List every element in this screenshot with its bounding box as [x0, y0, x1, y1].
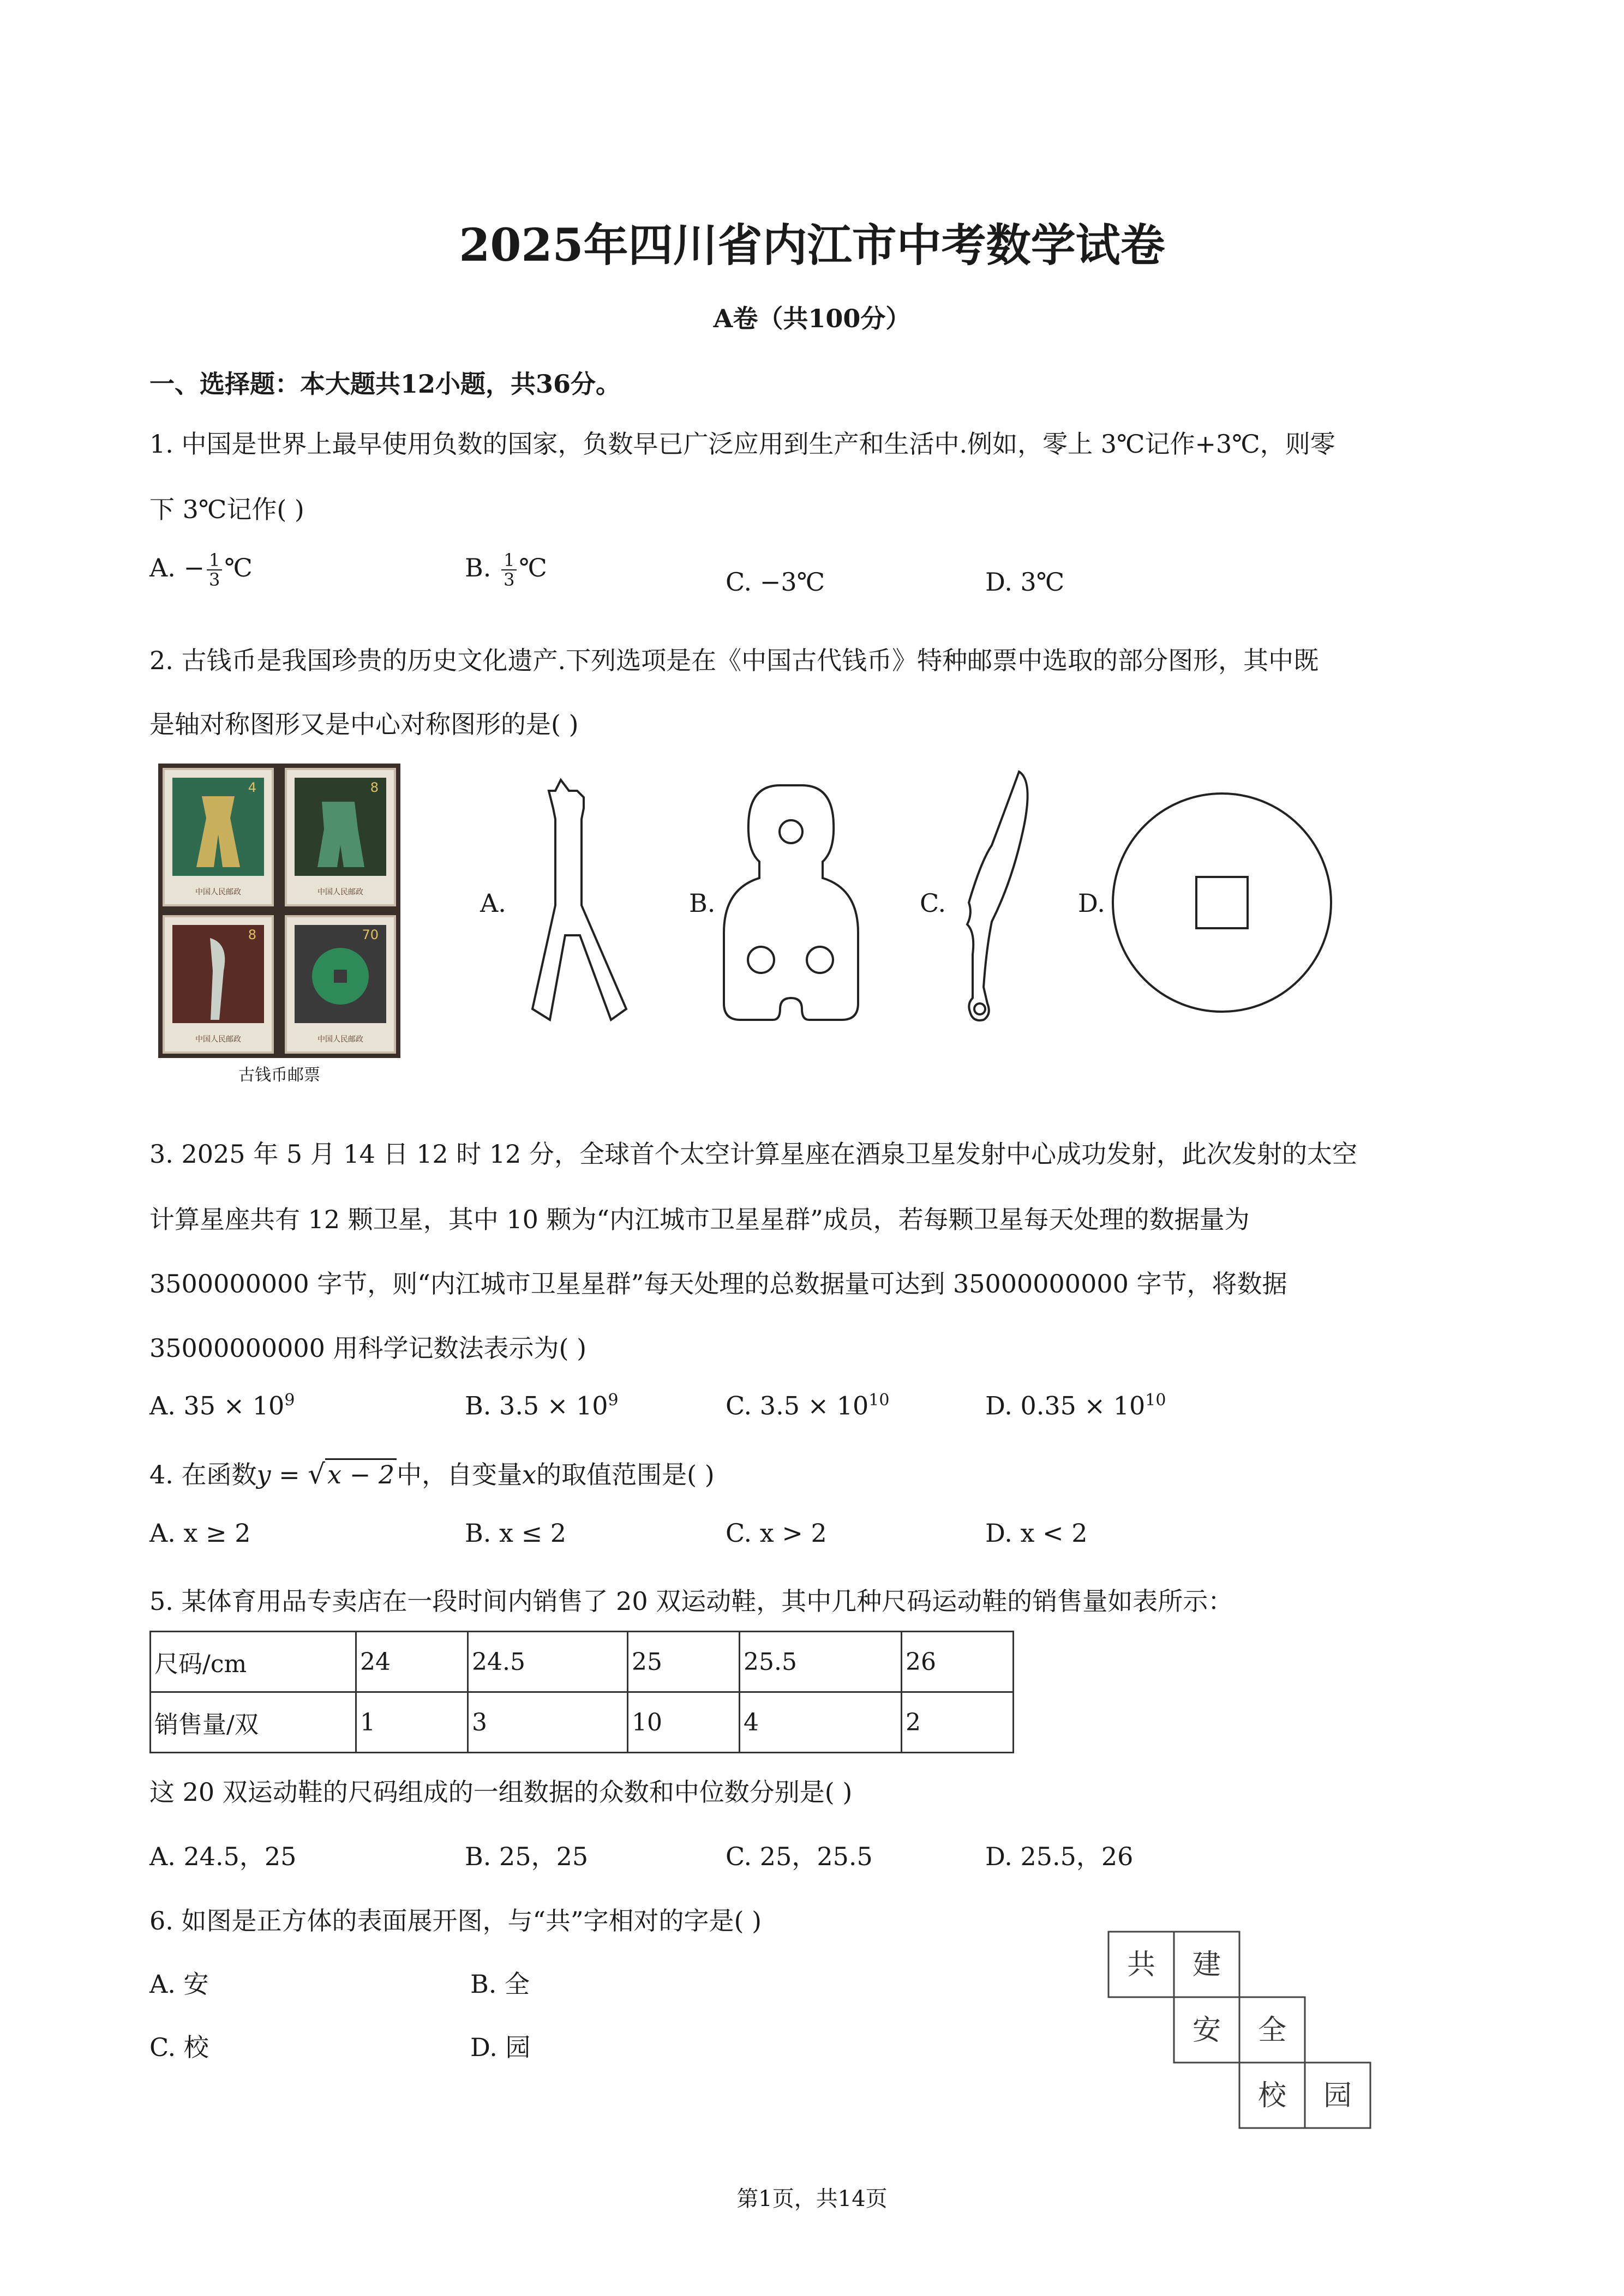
- net-cell: 全: [1257, 2014, 1287, 2047]
- table-row: [151, 1692, 1014, 1753]
- q4-radicand: x − 2: [325, 1458, 397, 1489]
- net-cell: 共: [1126, 1949, 1156, 1981]
- q3-c-exponent: 10: [868, 1391, 890, 1410]
- q1-a-fraction: [207, 551, 222, 589]
- q1-a-unit: ℃: [224, 553, 253, 582]
- q3-b-base: B. 3.5 × 10: [465, 1391, 608, 1421]
- q3-option-c[interactable]: [726, 1391, 889, 1420]
- q3-c-base: C. 3.5 × 10: [726, 1391, 869, 1421]
- shape-c-knife-coin[interactable]: [967, 772, 1028, 1020]
- q2-stem-line2: 是轴对称图形又是中心对称图形的是( ): [149, 710, 579, 739]
- q2-stem-line1: 2. 古钱币是我国珍贵的历史文化遗产.下列选项是在《中国古代钱币》特种邮票中选取的部分图形，其中既: [149, 646, 1319, 675]
- q3-d-base: D. 0.35 × 10: [985, 1391, 1146, 1421]
- q3-stem-line1: 3. 2025 年 5 月 14 日 12 时 12 分，全球首个太空计算星座在酒泉卫星发射中心成功发射，此次发射的太空: [149, 1139, 1358, 1169]
- stamp-4-value: 70: [362, 927, 379, 942]
- q2-shapes: [474, 769, 1565, 1053]
- q4-option-b[interactable]: B. x ≤ 2: [465, 1518, 567, 1548]
- q5-option-d[interactable]: D. 25.5，26: [985, 1842, 1134, 1871]
- q3-a-exponent: 9: [284, 1391, 295, 1410]
- q4-option-d[interactable]: D. x < 2: [985, 1518, 1088, 1548]
- q6-option-b[interactable]: B. 全: [470, 1969, 530, 1999]
- stamp-1-issuer: 中国人民邮政: [195, 888, 241, 897]
- shape-a-spade-coin[interactable]: [532, 780, 626, 1020]
- stamp-3-value: 8: [248, 927, 256, 942]
- q3-stem-line2: 计算星座共有 12 颗卫星，其中 10 颗为“内江城市卫星星群”成员，若每颗卫星每天处理的数据量为: [149, 1205, 1250, 1234]
- q5-stem-line1: 5. 某体育用品专卖店在一段时间内销售了 20 双运动鞋，其中几种尺码运动鞋的销售量如表所示：: [149, 1586, 1233, 1616]
- page-footer: 第1页，共14页: [736, 2186, 888, 2211]
- cube-net-diagram: [1107, 1931, 1375, 2132]
- q4-stem: [149, 1455, 715, 1491]
- q1-option-a[interactable]: [149, 551, 253, 589]
- q5-option-c[interactable]: C. 25，25.5: [726, 1842, 873, 1871]
- q3-option-d[interactable]: [985, 1391, 1166, 1420]
- sales-table: [149, 1631, 1014, 1753]
- q3-b-exponent: 9: [608, 1391, 619, 1410]
- q1-a-prefix: A. −: [149, 553, 205, 582]
- q1-option-c[interactable]: C. −3℃: [726, 567, 825, 597]
- q3-option-b[interactable]: [465, 1391, 619, 1420]
- q5-option-a[interactable]: A. 24.5，25: [149, 1842, 297, 1871]
- stamp-2-issuer: 中国人民邮政: [317, 888, 363, 897]
- table-row: [151, 1632, 1014, 1692]
- q3-a-base: A. 35 × 10: [149, 1391, 285, 1421]
- table-cell: 尺码/cm: [151, 1632, 356, 1692]
- q1-option-d[interactable]: D. 3℃: [985, 567, 1065, 597]
- table-cell: 4: [740, 1692, 902, 1753]
- q1-stem-line1: 1. 中国是世界上最早使用负数的国家，负数早已广泛应用到生产和生活中.例如，零上 3℃记作+3℃，则零: [149, 429, 1335, 459]
- q1-a-denominator: 3: [209, 569, 220, 590]
- stamp-2-value: 8: [370, 780, 379, 795]
- shape-c-label: C.: [920, 888, 946, 918]
- stamp-1-value: 4: [248, 780, 256, 795]
- q3-d-exponent: 10: [1145, 1391, 1166, 1410]
- table-cell: 24.5: [468, 1632, 628, 1692]
- table-cell: 25: [628, 1632, 740, 1692]
- q4-mid: 中，自变量: [397, 1460, 523, 1489]
- table-cell: 3: [468, 1692, 628, 1753]
- page-title: 2025年四川省内江市中考数学试卷: [459, 219, 1165, 272]
- q1-a-numerator: 1: [207, 551, 222, 570]
- q4-pre: 4. 在函数: [149, 1460, 257, 1489]
- q4-var: x: [522, 1460, 537, 1489]
- shape-d-label: D.: [1078, 888, 1105, 918]
- q3-stem-line4: 35000000000 用科学记数法表示为( ): [149, 1333, 587, 1363]
- q1-b-fraction: [501, 551, 517, 589]
- q1-b-denominator: 3: [504, 569, 515, 590]
- shape-a-label: A.: [480, 888, 506, 918]
- stamp-3-issuer: 中国人民邮政: [195, 1035, 241, 1044]
- table-cell: 25.5: [740, 1632, 902, 1692]
- q6-option-a[interactable]: A. 安: [149, 1969, 209, 1999]
- q3-option-a[interactable]: [149, 1391, 295, 1420]
- q3-stem-line3: 3500000000 字节，则“内江城市卫星星群”每天处理的总数据量可达到 35000000000 字节，将数据: [149, 1269, 1287, 1299]
- table-cell: 10: [628, 1692, 740, 1753]
- q6-option-d[interactable]: D. 园: [470, 2033, 531, 2062]
- table-cell: 24: [356, 1632, 468, 1692]
- net-cell: 安: [1192, 2014, 1221, 2047]
- stamps-caption: 古钱币邮票: [238, 1066, 320, 1085]
- q5-stem-line2: 这 20 双运动鞋的尺码组成的一组数据的众数和中位数分别是( ): [149, 1777, 853, 1807]
- q1-b-unit: ℃: [519, 553, 547, 582]
- q4-post: 的取值范围是( ): [536, 1460, 715, 1489]
- stamps-illustration: [158, 764, 400, 1058]
- q1-stem-line2: 下 3℃记作( ): [149, 495, 304, 524]
- shape-b-round-head-coin[interactable]: [724, 785, 858, 1020]
- table-cell: 1: [356, 1692, 468, 1753]
- q1-option-b[interactable]: [465, 551, 547, 589]
- q5-option-b[interactable]: B. 25，25: [465, 1842, 589, 1871]
- q4-fn-lhs: y =: [256, 1460, 308, 1489]
- stamps-image: [158, 764, 400, 1058]
- net-cell: 园: [1323, 2079, 1352, 2112]
- table-cell: 销售量/双: [151, 1692, 356, 1753]
- q1-b-numerator: 1: [501, 551, 517, 570]
- q1-b-prefix: B.: [465, 553, 500, 582]
- net-cell: 建: [1192, 1949, 1221, 1981]
- shape-d-round-coin[interactable]: [1113, 794, 1331, 1012]
- stamp-4-issuer: 中国人民邮政: [317, 1035, 363, 1044]
- sqrt-sign: √: [308, 1458, 326, 1490]
- paper-subtitle: A卷（共100分）: [713, 304, 911, 333]
- table-cell: 2: [902, 1692, 1014, 1753]
- section-heading: 一、选择题：本大题共12小题，共36分。: [149, 369, 621, 399]
- q6-option-c[interactable]: C. 校: [149, 2033, 209, 2062]
- q6-stem: 6. 如图是正方体的表面展开图，与“共”字相对的字是( ): [149, 1906, 762, 1936]
- net-cell: 校: [1257, 2079, 1287, 2112]
- shape-b-label: B.: [689, 888, 716, 918]
- q2-shapes-svg: [474, 769, 1565, 1053]
- table-cell: 26: [902, 1632, 1014, 1692]
- q4-option-c[interactable]: C. x > 2: [726, 1518, 827, 1548]
- q4-option-a[interactable]: A. x ≥ 2: [149, 1518, 251, 1548]
